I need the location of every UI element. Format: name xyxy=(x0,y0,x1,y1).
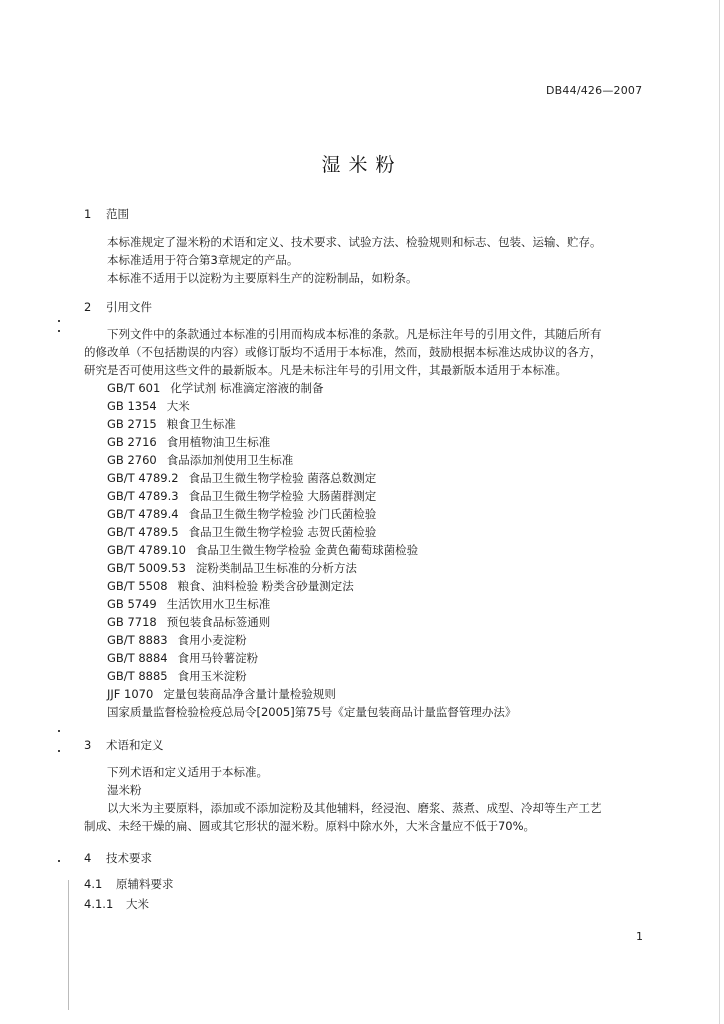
section-title: 范围 xyxy=(106,207,129,221)
subsection-title: 大米 xyxy=(126,897,149,911)
document-title: 湿米粉 xyxy=(321,154,403,176)
reference-code: GB 5749 xyxy=(107,597,157,611)
reference-name: 食品卫生微生物学检验 志贺氏菌检验 xyxy=(188,525,377,539)
reference-name: 粮食、油料检验 粉类含砂量测定法 xyxy=(177,579,354,593)
reference-item xyxy=(107,452,293,468)
paragraph: 本标准不适用于以淀粉为主要原料生产的淀粉制品，如粉条。 xyxy=(107,271,418,285)
section-number: 1 xyxy=(84,207,92,221)
scan-edge xyxy=(719,0,720,1024)
reference-name: 食品卫生微生物学检验 沙门氏菌检验 xyxy=(188,507,377,521)
reference-item xyxy=(107,506,376,522)
reference-code: GB/T 8883 xyxy=(107,633,168,647)
reference-code: GB/T 8885 xyxy=(107,669,168,683)
reference-item xyxy=(107,380,323,396)
reference-item xyxy=(107,398,190,414)
reference-name: 大米 xyxy=(166,399,190,413)
section-title: 术语和定义 xyxy=(106,738,164,752)
reference-item xyxy=(107,686,336,702)
section-4-heading xyxy=(84,850,152,866)
reference-name: 食用植物油卫生标准 xyxy=(166,435,271,449)
reference-item xyxy=(107,416,236,432)
reference-item xyxy=(107,434,270,450)
reference-item xyxy=(107,578,354,594)
reference-item xyxy=(107,488,376,504)
reference-code: GB/T 5009.53 xyxy=(107,561,186,575)
reference-item xyxy=(107,524,376,540)
reference-name: 食用玉米淀粉 xyxy=(177,669,247,683)
paragraph: 本标准规定了湿米粉的术语和定义、技术要求、试验方法、检验规则和标志、包装、运输、贮存。 xyxy=(107,235,602,249)
reference-code: GB/T 5508 xyxy=(107,579,168,593)
reference-name: 生活饮用水卫生标准 xyxy=(166,597,271,611)
reference-item xyxy=(107,614,270,630)
reference-code: GB 2715 xyxy=(107,417,157,431)
reference-name: 淀粉类制品卫生标准的分析方法 xyxy=(195,561,357,575)
reference-code: GB/T 4789.5 xyxy=(107,525,179,539)
reference-name: 食品卫生微生物学检验 金黄色葡萄球菌检验 xyxy=(195,543,419,557)
reference-code: GB/T 8884 xyxy=(107,651,168,665)
subsection-title: 原辅料要求 xyxy=(116,877,174,891)
reference-code: GB/T 4789.10 xyxy=(107,543,186,557)
section-number: 3 xyxy=(84,738,92,752)
reference-name: 定量包装商品净含量计量检验规则 xyxy=(163,687,336,701)
margin-marks xyxy=(58,300,60,940)
reference-item xyxy=(107,470,376,486)
reference-item xyxy=(107,560,357,576)
reference-name: 食品卫生微生物学检验 菌落总数测定 xyxy=(188,471,377,485)
reference-code: GB/T 601 xyxy=(107,381,161,395)
reference-name: 食用小麦淀粉 xyxy=(177,633,247,647)
reference-name: 食品添加剂使用卫生标准 xyxy=(166,453,294,467)
paragraph: 下列文件中的条款通过本标准的引用而构成本标准的条款。凡是标注年号的引用文件，其随后所有 xyxy=(107,327,602,341)
reference-name: 预包装食品标签通则 xyxy=(166,615,271,629)
reference-item xyxy=(107,596,270,612)
paragraph: 本标准适用于符合第3章规定的产品。 xyxy=(107,253,299,267)
section-1-heading xyxy=(84,206,129,222)
term: 湿米粉 xyxy=(107,783,142,797)
subsection-heading xyxy=(84,896,149,912)
reference-code: GB/T 4789.3 xyxy=(107,489,179,503)
reference-code: GB/T 4789.4 xyxy=(107,507,179,521)
reference-item xyxy=(107,668,247,684)
section-title: 引用文件 xyxy=(106,300,152,314)
paragraph: 研究是否可使用这些文件的最新版本。凡是未标注年号的引用文件，其最新版本适用于本标准。 xyxy=(84,363,567,377)
reference-name: 粮食卫生标准 xyxy=(166,417,236,431)
section-number: 2 xyxy=(84,300,92,314)
reference-item xyxy=(107,542,418,558)
section-title: 技术要求 xyxy=(106,851,152,865)
definition: 制成、未经干燥的扁、圆或其它形状的湿米粉。原料中除水外，大米含量应不低于70%。 xyxy=(84,819,536,833)
reference-code: GB 2716 xyxy=(107,435,157,449)
reference-name: 食品卫生微生物学检验 大肠菌群测定 xyxy=(188,489,377,503)
reference-code: GB 2760 xyxy=(107,453,157,467)
reference-name: 国家质量监督检验检疫总局令[2005]第75号《定量包装商品计量监督管理办法》 xyxy=(107,705,517,719)
reference-item xyxy=(107,632,247,648)
section-number: 4 xyxy=(84,851,92,865)
section-2-heading xyxy=(84,299,152,315)
subsection-number: 4.1.1 xyxy=(84,897,114,911)
reference-code: GB 1354 xyxy=(107,399,157,413)
reference-item xyxy=(107,704,516,720)
reference-name: 食用马铃薯淀粉 xyxy=(177,651,259,665)
reference-code: GB 7718 xyxy=(107,615,157,629)
paragraph: 下列术语和定义适用于本标准。 xyxy=(107,765,268,779)
section-3-heading xyxy=(84,737,164,753)
reference-item xyxy=(107,650,258,666)
scan-edge xyxy=(68,880,69,1010)
reference-name: 化学试剂 标准滴定溶液的制备 xyxy=(170,381,324,395)
document-number: DB44/426—2007 xyxy=(546,84,643,97)
subsection-heading xyxy=(84,876,174,892)
paragraph: 的修改单（不包括勘误的内容）或修订版均不适用于本标准，然而，鼓励根据本标准达成协议的各方， xyxy=(84,345,602,359)
reference-code: GB/T 4789.2 xyxy=(107,471,179,485)
reference-code: JJF 1070 xyxy=(107,687,154,701)
definition: 以大米为主要原料，添加或不添加淀粉及其他辅料，经浸泡、磨浆、蒸煮、成型、冷却等生产工艺 xyxy=(107,801,602,815)
subsection-number: 4.1 xyxy=(84,877,103,891)
page-number: 1 xyxy=(636,930,643,943)
